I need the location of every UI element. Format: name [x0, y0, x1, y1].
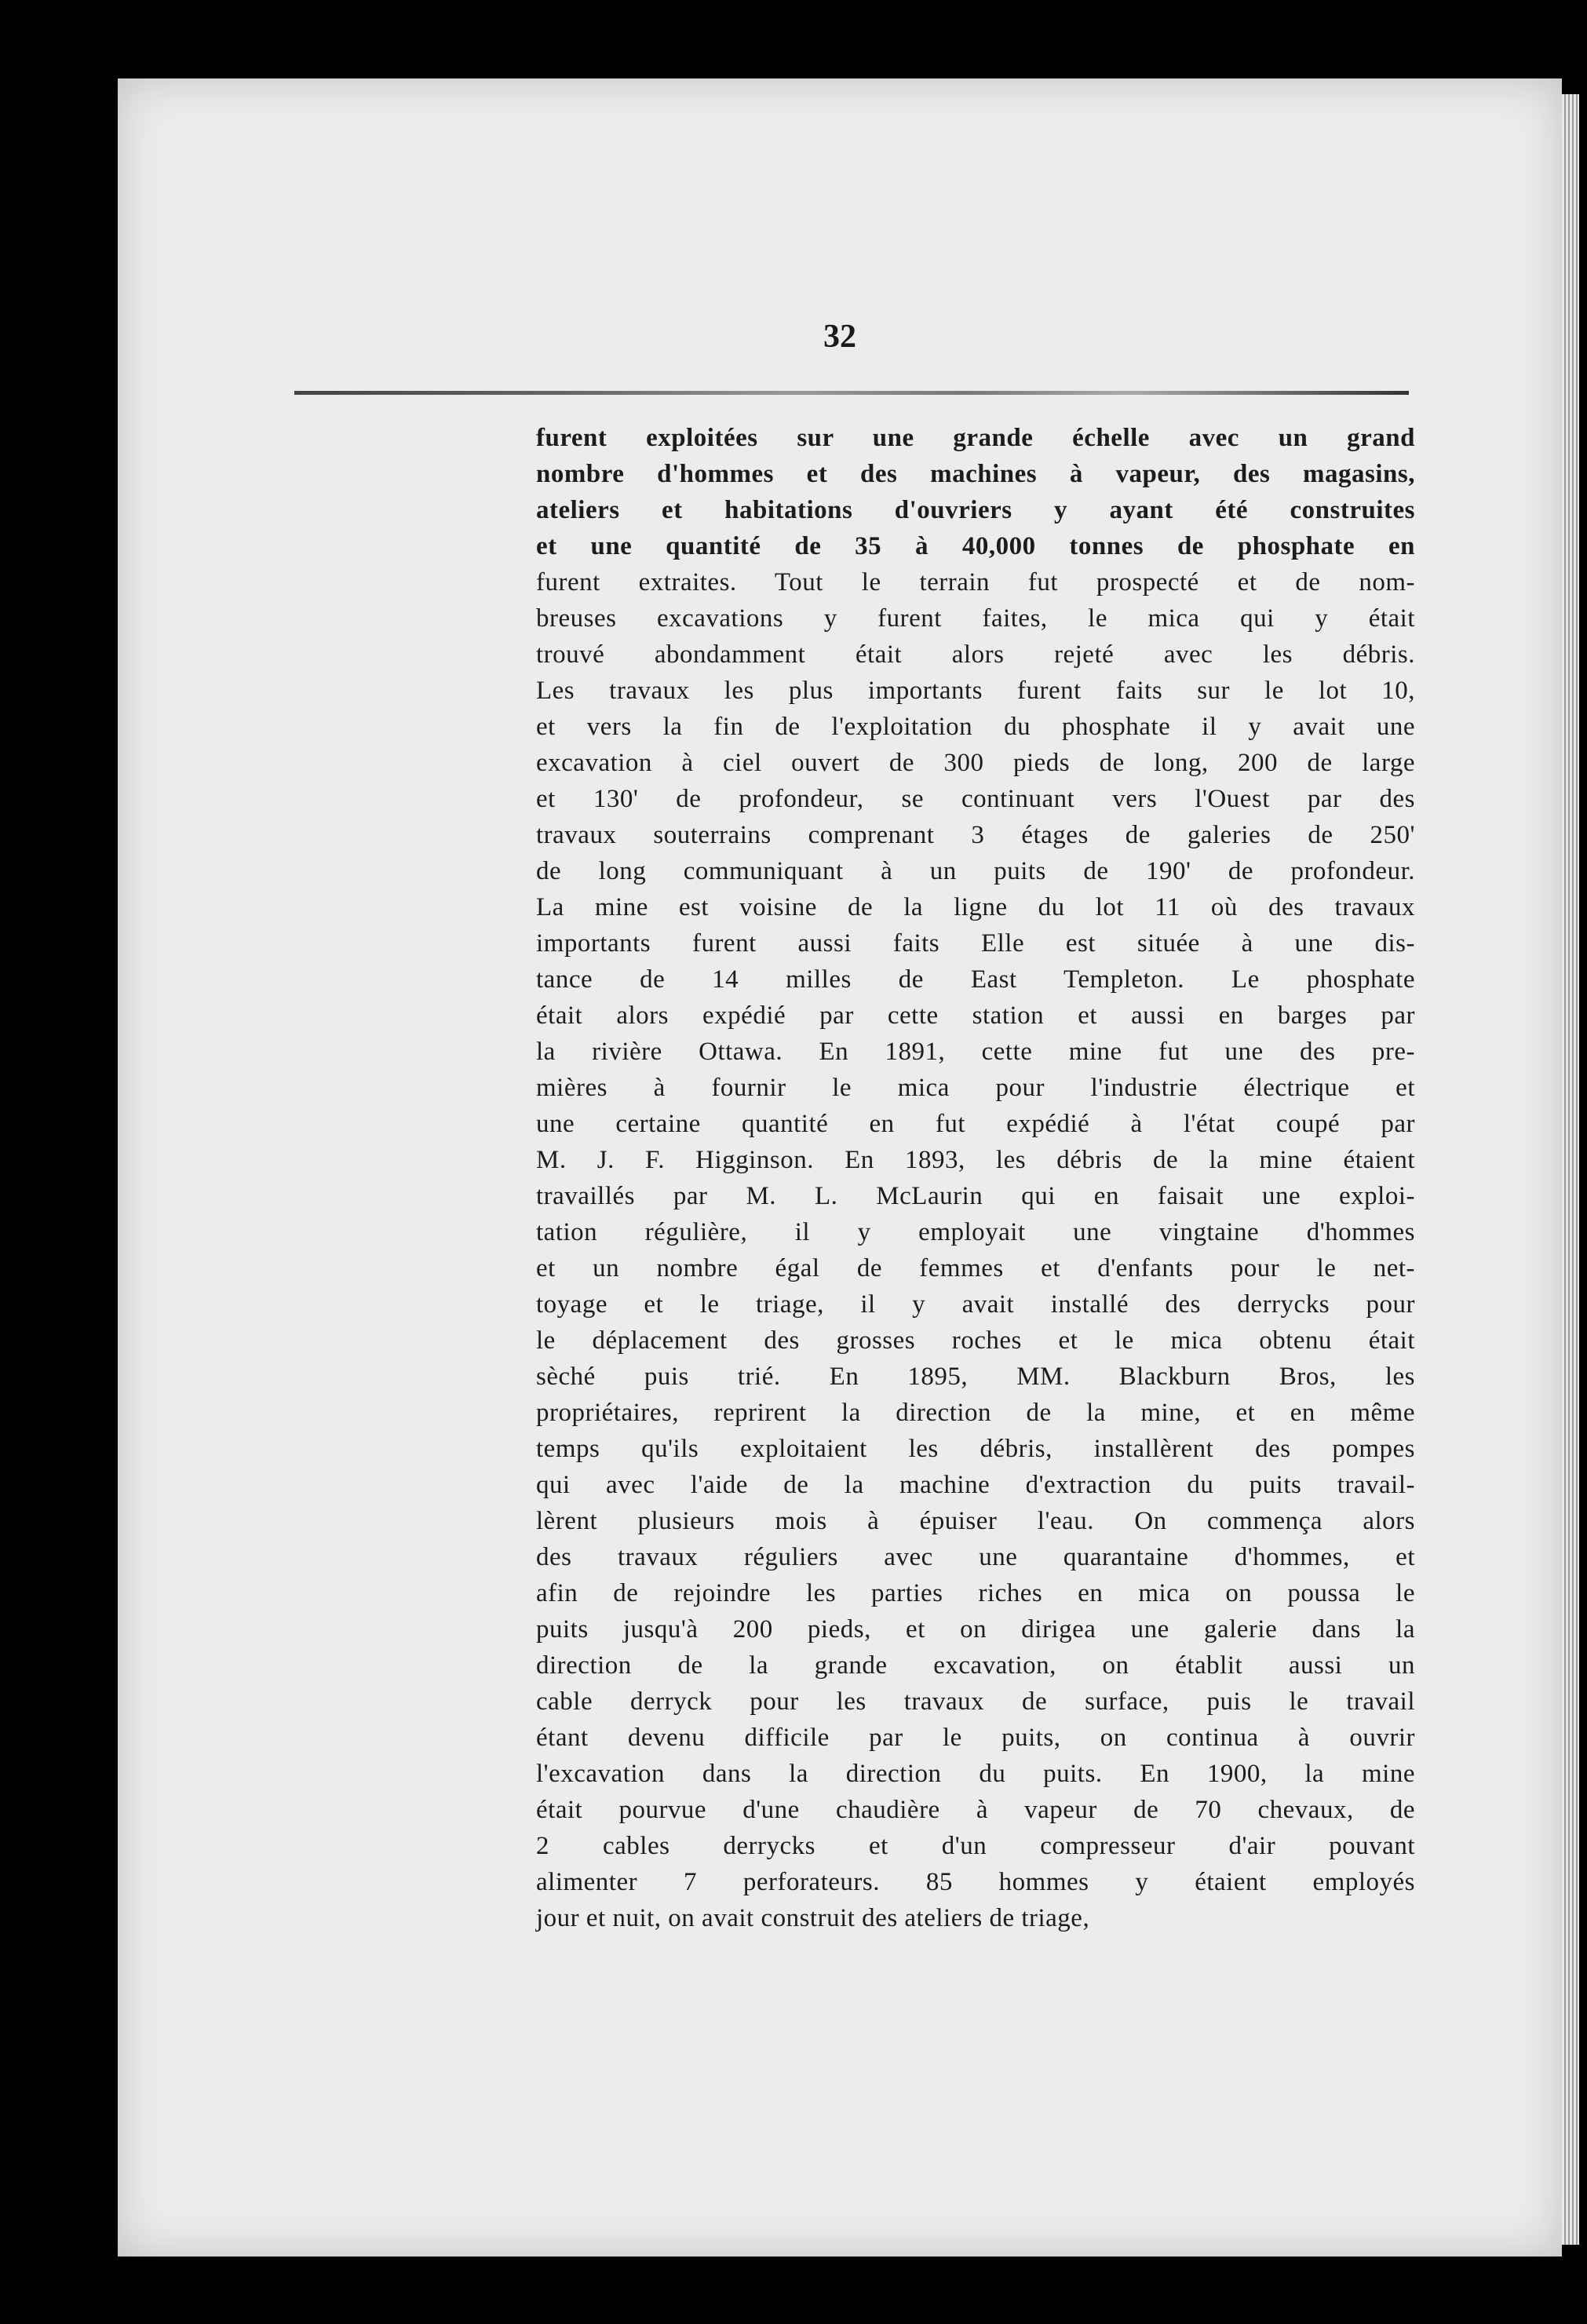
stacked-page-edges	[1562, 94, 1579, 2245]
text-line: la rivière Ottawa. En 1891, cette mine fut une des pre-	[536, 1038, 1415, 1066]
text-line: travaux souterrains comprenant 3 étages de galeries de 250'	[536, 821, 1415, 849]
text-line: travaillés par M. L. McLaurin qui en faisait une exploi-	[536, 1182, 1415, 1210]
text-line: le déplacement des grosses roches et le mica obtenu était	[536, 1326, 1415, 1355]
text-line: excavation à ciel ouvert de 300 pieds de long, 200 de large	[536, 749, 1415, 777]
text-line: était pourvue d'une chaudière à vapeur de 70 chevaux, de	[536, 1796, 1415, 1824]
text-line: étant devenu difficile par le puits, on continua à ouvrir	[536, 1724, 1415, 1752]
page-number: 32	[823, 319, 856, 355]
text-line: et vers la fin de l'exploitation du phosphate il y avait une	[536, 713, 1415, 741]
text-line: M. J. F. Higginson. En 1893, les débris de la mine étaient	[536, 1146, 1415, 1174]
text-line: mières à fournir le mica pour l'industrie électrique et	[536, 1074, 1415, 1102]
text-line: cable derryck pour les travaux de surface, puis le travail	[536, 1687, 1415, 1716]
text-line: 2 cables derrycks et d'un compresseur d'air pouvant	[536, 1832, 1415, 1860]
text-line: breuses excavations y furent faites, le mica qui y était	[536, 604, 1415, 633]
text-line: ateliers et habitations d'ouvriers y ayant été construites	[536, 496, 1415, 524]
text-line: de long communiquant à un puits de 190' de profondeur.	[536, 857, 1415, 885]
header-rule	[294, 391, 1409, 395]
text-line: propriétaires, reprirent la direction de la mine, et en même	[536, 1399, 1415, 1427]
text-line: et un nombre égal de femmes et d'enfants pour le net-	[536, 1254, 1415, 1282]
text-line: qui avec l'aide de la machine d'extraction du puits travail-	[536, 1471, 1415, 1499]
text-line: temps qu'ils exploitaient les débris, installèrent des pompes	[536, 1435, 1415, 1463]
text-line: La mine est voisine de la ligne du lot 11 où des travaux	[536, 893, 1415, 921]
text-line: et une quantité de 35 à 40,000 tonnes de phosphate en	[536, 532, 1415, 560]
text-line: sèché puis trié. En 1895, MM. Blackburn Bros, les	[536, 1363, 1415, 1391]
text-line: afin de rejoindre les parties riches en mica on poussa le	[536, 1579, 1415, 1607]
body-text	[536, 420, 1415, 1936]
text-line: et 130' de profondeur, se continuant vers l'Ouest par des	[536, 785, 1415, 813]
text-line: toyage et le triage, il y avait installé des derrycks pour	[536, 1290, 1415, 1319]
text-line: jour et nuit, on avait construit des ateliers de triage,	[536, 1904, 1090, 1932]
text-line: était alors expédié par cette station et aussi en barges par	[536, 1001, 1415, 1030]
text-line: tance de 14 milles de East Templeton. Le phosphate	[536, 965, 1415, 994]
text-line: trouvé abondamment était alors rejeté avec les débris.	[536, 640, 1415, 669]
text-line: Les travaux les plus importants furent faits sur le lot 10,	[536, 677, 1415, 705]
text-line: tation régulière, il y employait une vingtaine d'hommes	[536, 1218, 1415, 1246]
text-line: puits jusqu'à 200 pieds, et on dirigea une galerie dans la	[536, 1615, 1415, 1644]
text-line: une certaine quantité en fut expédié à l'état coupé par	[536, 1110, 1415, 1138]
text-line: lèrent plusieurs mois à épuiser l'eau. On commença alors	[536, 1507, 1415, 1535]
text-line: importants furent aussi faits Elle est située à une dis-	[536, 929, 1415, 958]
text-line: des travaux réguliers avec une quarantaine d'hommes, et	[536, 1543, 1415, 1571]
text-line: direction de la grande excavation, on établit aussi un	[536, 1651, 1415, 1680]
text-line: furent exploitées sur une grande échelle avec un grand	[536, 424, 1415, 452]
text-line: nombre d'hommes et des machines à vapeur, des magasins,	[536, 460, 1415, 488]
text-line: furent extraites. Tout le terrain fut prospecté et de nom-	[536, 568, 1415, 597]
text-line: alimenter 7 perforateurs. 85 hommes y étaient employés	[536, 1868, 1415, 1896]
text-line: l'excavation dans la direction du puits. En 1900, la mine	[536, 1760, 1415, 1788]
